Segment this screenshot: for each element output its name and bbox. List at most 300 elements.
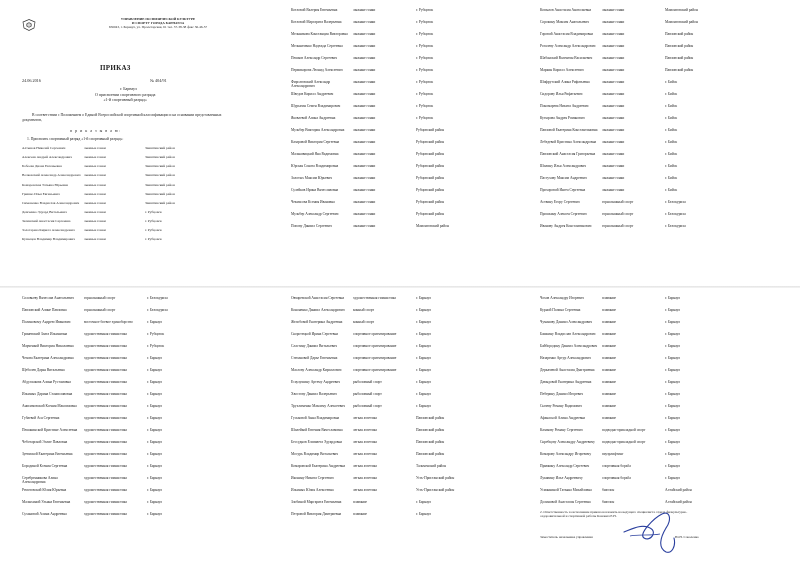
sport-discipline: легкая атлетика: [353, 488, 377, 492]
subject-line-2: «1-й спортивный разряд»: [103, 96, 147, 102]
athlete-row: [22, 201, 222, 210]
athlete-name: Давыдовой Екатерина Андреевна: [540, 380, 592, 384]
athlete-city: г. Барнаул: [416, 380, 432, 384]
athlete-row: [540, 452, 750, 464]
athlete-row: [291, 200, 501, 212]
athlete-city: г. Барнаул: [665, 308, 681, 312]
athlete-name: Волковский Александр Александрович: [22, 173, 81, 178]
athlete-row: [22, 368, 232, 380]
athlete-row: [22, 356, 232, 368]
sport-discipline: художественная гимнастика: [84, 356, 127, 360]
athlete-city: г. Рубцовск: [416, 20, 434, 24]
athlete-name: Анисимовской Ксения Максимовна: [22, 404, 77, 408]
athlete-city: г. Барнаул: [416, 344, 432, 348]
athlete-row: [291, 68, 501, 80]
athlete-city: г. Барнаул: [416, 368, 432, 372]
athlete-name: Маслову Александр Кириллович: [291, 368, 342, 372]
athlete-row: [540, 416, 750, 428]
athlete-city: г. Барнаул: [416, 356, 432, 360]
athlete-city: г. Белокуриха: [147, 296, 168, 300]
athlete-city: г. Рубцовск: [416, 116, 434, 120]
athlete-name: Пономарева Никита Андреевич: [540, 104, 589, 108]
athlete-row: [22, 237, 222, 246]
athlete-name: Сорокину Максим Анатольевич: [540, 20, 589, 24]
athlete-name: Бобоева Диана Евгеньевна: [22, 164, 62, 169]
athlete-row: [22, 416, 232, 428]
order-command: п р и к а з ы в а ю:: [70, 128, 122, 133]
athlete-name: Мальковицкий Яна Вадимовна: [291, 152, 339, 156]
athlete-city: г. Барнаул: [665, 416, 681, 420]
athlete-city: г. Бийск: [665, 176, 678, 180]
athlete-city: г. Рубцовск: [416, 68, 434, 72]
athlete-name: Сулейков Ирина Вячеславовна: [291, 188, 339, 192]
sport-discipline: плавание: [602, 380, 616, 384]
athlete-row: [22, 308, 232, 320]
athlete-city: г. Бийск: [665, 152, 678, 156]
athlete-city: Павловский район: [416, 440, 445, 444]
athlete-name: Шилейкой Евгения Вячеславовна: [291, 428, 343, 432]
sport-discipline: плавание: [602, 392, 616, 396]
athlete-name: Овчаревской Анастасия Сергеевна: [291, 296, 345, 300]
sport-discipline: подводно-прикладной спорт: [602, 440, 646, 444]
sport-discipline: легкая атлетика: [353, 440, 377, 444]
athlete-name: Ильиных Юлия Алексеевна: [291, 488, 334, 492]
athlete-name: Марченкой Виктория Николаевна: [22, 344, 74, 348]
athlete-city: г. Белокуриха: [665, 200, 686, 204]
sport-discipline: лыжные гонки: [602, 128, 625, 132]
sport-discipline: художественная гимнастика: [84, 500, 127, 504]
athlete-city: Павловский район: [416, 452, 445, 456]
athlete-column-3: [540, 8, 750, 236]
athlete-city: г. Барнаул: [147, 476, 163, 480]
sport-discipline: художественная гимнастика: [84, 368, 127, 372]
athlete-city: г. Бийск: [665, 164, 678, 168]
athlete-name: Хвостову Даниил Валерьевич: [291, 392, 337, 396]
athlete-name: Ремотовской Юлия Юрьевна: [22, 488, 67, 492]
athlete-row: [540, 20, 750, 32]
athlete-city: Рубцовский район: [416, 188, 445, 192]
athlete-name: Усманкиной Татьяна Михайловна: [540, 488, 592, 492]
sport-discipline: лыжные гонки: [602, 44, 625, 48]
athlete-name: Мульбер Александр Сергеевич: [291, 212, 339, 216]
athlete-name: Чехова Екатерина Александровна: [22, 356, 74, 360]
athlete-city: г. Белокуриха: [665, 212, 686, 216]
athlete-row: [22, 488, 232, 500]
athlete-row: [540, 404, 750, 416]
athlete-city: г. Барнаул: [416, 320, 432, 324]
athlete-name: Желобовой Екатерина Андреевна: [291, 320, 343, 324]
athlete-row: [291, 464, 501, 476]
athlete-name: Лебедевой Кристина Александровна: [540, 140, 597, 144]
sport-discipline: плавание: [602, 404, 616, 408]
sport-discipline: лыжные гонки: [353, 152, 376, 156]
athlete-name: Петровой Виктория Дмитриевна: [291, 512, 342, 516]
athlete-name: Ильиных Дарина Станиславовна: [22, 392, 73, 396]
athlete-city: Заиштинский район: [145, 200, 175, 205]
athlete-city: Заиштинский район: [145, 155, 175, 160]
athlete-column-5: [291, 296, 501, 524]
athlete-name: Бородиной Ксения Сергеевна: [22, 464, 68, 468]
organization-name: [98, 17, 218, 29]
athlete-city: Алтайский район: [665, 488, 692, 492]
athlete-row: [22, 464, 232, 476]
athlete-city: г. Бийск: [665, 140, 678, 144]
athlete-row: [540, 128, 750, 140]
sport-discipline: легкая атлетика: [353, 464, 377, 468]
athlete-name: Бессуднов Елизавета Эдуардовна: [291, 440, 342, 444]
athlete-row: [291, 344, 501, 356]
sport-discipline: биатлон: [602, 488, 615, 492]
athlete-row: [540, 308, 750, 320]
athlete-city: г. Барнаул: [147, 356, 163, 360]
athlete-name: Мосурь Владимир Витальевич: [291, 452, 339, 456]
athlete-name: Деркачевой Анастасия Дмитриевна: [540, 368, 595, 372]
athlete-city: Заиштинский район: [145, 164, 175, 169]
sport-discipline: лыжные гонки: [353, 68, 376, 72]
sport-discipline: горнолыжный спорт: [602, 224, 634, 228]
sport-discipline: плавание: [602, 308, 616, 312]
sport-discipline: художественная гимнастика: [84, 488, 127, 492]
athlete-row: [291, 416, 501, 428]
athlete-name: Пастухову Максим Андреевич: [540, 176, 587, 180]
athlete-city: Павловский район: [665, 44, 694, 48]
athlete-name: Серебренникова Алина Александровна: [22, 476, 58, 485]
athlete-city: Мамонтовский район: [416, 224, 449, 228]
athlete-name: Шифрутский Алина Рифатьевна: [540, 80, 590, 84]
sport-discipline: художественная гимнастика: [84, 512, 127, 516]
sport-discipline: лыжные гонки: [84, 155, 106, 160]
athlete-row: [22, 380, 232, 392]
sport-discipline: художественная гимнастика: [84, 440, 127, 444]
athlete-city: Алтайский район: [665, 500, 692, 504]
athlete-city: г. Бийск: [665, 188, 678, 192]
athlete-city: г. Рубцовск: [416, 56, 434, 60]
athlete-name: Трухлименко Максиму Алексеевич: [291, 404, 346, 408]
sport-discipline: спортивная борьба: [602, 476, 631, 480]
sport-discipline: художественная гимнастика: [84, 392, 127, 396]
athlete-name: Пешков Александр Сергеевич: [291, 56, 338, 60]
sport-discipline: лыжные гонки: [602, 140, 625, 144]
athlete-name: Афанасьой Алина Андреевна: [540, 416, 586, 420]
athlete-name: Зелинский Анастасия Сергеевна: [22, 219, 71, 224]
athlete-city: г. Барнаул: [665, 344, 681, 348]
athlete-name: Прошкину Алексея Сергеевич: [540, 212, 587, 216]
athlete-city: Павловский район: [665, 32, 694, 36]
athlete-city: Рубцовский район: [416, 176, 445, 180]
athlete-city: Мамонтовский район: [665, 20, 698, 24]
athlete-name: Золотых Максим Юрьевич: [291, 176, 333, 180]
athlete-city: г. Барнаул: [147, 392, 163, 396]
athlete-row: [540, 332, 750, 344]
sport-discipline: горнолыжный спорт: [602, 200, 634, 204]
athlete-row: [540, 116, 750, 128]
sport-discipline: лыжные гонки: [84, 182, 106, 187]
athlete-row: [291, 176, 501, 188]
athlete-row: [291, 308, 501, 320]
athlete-city: г. Рубцовск: [416, 44, 434, 48]
sport-discipline: плавание: [602, 296, 616, 300]
athlete-row: [540, 464, 750, 476]
sport-discipline: лыжные гонки: [84, 237, 106, 242]
order-preamble: В соответствии с Положением о Единой Всероссийской спортивной классификации и на основании представленных документов,: [22, 113, 222, 122]
athlete-city: г. Барнаул: [665, 404, 681, 408]
athlete-city: г. Белокуриха: [147, 308, 168, 312]
athlete-row: [540, 296, 750, 308]
sport-discipline: лыжные гонки: [353, 200, 376, 204]
sport-discipline: лыжные гонки: [602, 20, 625, 24]
athlete-city: Заиштинский район: [145, 146, 175, 150]
athlete-name: Сухановой Алина Андреевна: [22, 512, 67, 516]
athlete-row: [540, 176, 750, 188]
athlete-name: Щеболев Дарья Витальевна: [22, 368, 65, 372]
athlete-city: г. Барнаул: [147, 416, 163, 420]
sport-discipline: спортивное ориентирование: [353, 344, 397, 348]
athlete-name: Аствину Егору Сергеевич: [540, 200, 580, 204]
athlete-row: [291, 152, 501, 164]
athlete-name: Пермикорова Леонид Алексеевич: [291, 68, 343, 72]
athlete-row: [540, 80, 750, 92]
sport-discipline: лыжные гонки: [602, 92, 625, 96]
sport-discipline: лыжные гонки: [353, 164, 376, 168]
athlete-row: [291, 296, 501, 308]
athlete-city: г. Барнаул: [416, 512, 432, 516]
athlete-city: Заиштинский район: [145, 173, 175, 178]
athlete-name: Гриневский Злата Ильинична: [22, 332, 68, 336]
athlete-row: [291, 116, 501, 128]
sport-discipline: лыжные гонки: [353, 20, 376, 24]
sport-discipline: художественная гимнастика: [84, 404, 127, 408]
athlete-row: [540, 56, 750, 68]
athlete-city: Усть-Пристанский район: [416, 476, 455, 480]
sport-discipline: художественная гимнастика: [84, 428, 127, 432]
athlete-city: г. Барнаул: [665, 332, 681, 336]
athlete-column-6: [540, 296, 750, 512]
sport-discipline: спортивное ориентирование: [353, 356, 397, 360]
athlete-city: г. Барнаул: [147, 380, 163, 384]
athlete-city: г. Рубцовск: [416, 92, 434, 96]
athlete-row: [540, 92, 750, 104]
athlete-column-4: [22, 296, 232, 524]
athlete-name: Скоротецкой Ирина Сергеевна: [291, 332, 338, 336]
athlete-name: Соловьеву Вячеслав Анатольевич: [22, 296, 74, 300]
athlete-name: Прохоровой Ингеа Сергеевна: [540, 188, 586, 192]
athlete-name: Фирсатовский Александр Александрович: [291, 80, 331, 89]
athlete-name: Рогалеву Александр Александрович: [540, 44, 596, 48]
athlete-row: [291, 224, 501, 236]
athlete-name: Пешакинской Кристине Алексеевна: [22, 428, 78, 432]
athlete-name: Лукавину Илье Андреевичу: [540, 476, 583, 480]
athlete-row: [291, 404, 501, 416]
athlete-city: г. Бийск: [665, 128, 678, 132]
athlete-city: Усть-Пристанский район: [416, 488, 455, 492]
athlete-city: Павловский район: [665, 68, 694, 72]
sport-discipline: лыжные гонки: [353, 80, 376, 84]
athlete-row: [540, 476, 750, 488]
sport-discipline: лыжные гонки: [84, 209, 106, 214]
athlete-name: Байбородину Даниил Александрович: [540, 344, 598, 348]
sport-discipline: лыжные гонки: [353, 212, 376, 216]
athlete-city: Павловский район: [665, 56, 694, 60]
sport-discipline: лыжные гонки: [84, 219, 106, 224]
order-number: № 404/91: [150, 78, 167, 83]
athlete-name: Маркин Кирилл Алексеевич: [540, 68, 584, 72]
athlete-row: [22, 192, 222, 201]
sport-discipline: лыжные гонки: [84, 146, 106, 150]
athlete-row: [291, 32, 501, 44]
athlete-city: г. Барнаул: [147, 440, 163, 444]
athlete-row: [291, 320, 501, 332]
athlete-city: г. Барнаул: [147, 404, 163, 408]
sport-discipline: легкая атлетика: [353, 428, 377, 432]
org-line-1: УПРАВЛЕНИЕ ПО ФИЗИЧЕСКОЙ КУЛЬТУРЕ: [120, 17, 196, 21]
athlete-row: [540, 44, 750, 56]
athlete-name: Гуськовой Анна Владимировна: [291, 416, 340, 420]
sport-discipline: плавание: [602, 332, 616, 336]
sport-discipline: лыжные гонки: [353, 140, 376, 144]
sport-discipline: рыболовный спорт: [353, 392, 382, 396]
athlete-name: Золотарева Кирилл Александрович: [22, 228, 75, 233]
sport-discipline: плавание: [602, 320, 616, 324]
sport-discipline: художественная гимнастика: [353, 296, 396, 300]
athlete-city: Рубцовский район: [416, 152, 445, 156]
athlete-city: г. Рубцовск: [416, 80, 434, 84]
sport-discipline: художественная гимнастика: [84, 344, 127, 348]
athlete-name: Гришко Илья Евгеньевич: [22, 191, 60, 196]
athlete-city: г. Барнаул: [665, 368, 681, 372]
sport-discipline: плавание: [602, 344, 616, 348]
sport-discipline: конный спорт: [353, 320, 375, 324]
athlete-row: [540, 356, 750, 368]
athlete-city: Рубцовский район: [416, 128, 445, 132]
athlete-row: [291, 452, 501, 464]
sport-discipline: лыжные гонки: [84, 173, 106, 178]
athlete-row: [540, 104, 750, 116]
sport-discipline: лыжные гонки: [353, 56, 376, 60]
sport-discipline: художественная гимнастика: [84, 380, 127, 384]
athlete-name: Котловой Валерия Евгеньевна: [291, 8, 338, 12]
athlete-row: [22, 440, 232, 452]
athlete-name: Сластину Даниил Витальевич: [291, 344, 338, 348]
athlete-name: Казакову Роману Сергеевич: [540, 428, 583, 432]
athlete-name: Курной Полина Сергеевна: [540, 308, 581, 312]
athlete-row: [291, 440, 501, 452]
athlete-row: [22, 392, 232, 404]
athlete-row: [291, 512, 501, 524]
athlete-city: г. Барнаул: [416, 392, 432, 396]
sport-discipline: лыжные гонки: [353, 128, 376, 132]
handwritten-signature: [620, 498, 680, 558]
athlete-name: Юрская Соната Владимировна: [291, 164, 339, 168]
order-date: 24.06.2016: [22, 78, 41, 83]
sport-discipline: лыжные гонки: [602, 80, 625, 84]
athlete-row: [22, 404, 232, 416]
athlete-name: Шурыгин Семен Владимирович: [291, 104, 341, 108]
athlete-city: г. Рубцовск: [145, 228, 162, 233]
athlete-row: [540, 68, 750, 80]
athlete-name: Демченко Эдуард Витальевич: [22, 209, 67, 214]
athlete-name: Мульбер Виктория Александровна: [291, 128, 345, 132]
athlete-row: [22, 476, 232, 488]
athlete-row: [540, 8, 750, 20]
athlete-name: Злобиной Маргарита Евгеньевна: [291, 500, 342, 504]
athlete-row: [291, 380, 501, 392]
athlete-city: г. Барнаул: [665, 464, 681, 468]
athlete-row: [291, 332, 501, 344]
athlete-name: Казаровой Виктория Сергеевна: [291, 140, 340, 144]
athlete-row: [291, 164, 501, 176]
athlete-name: Шилину Илья Александрович: [540, 164, 587, 168]
athlete-row: [540, 164, 750, 176]
athlete-city: Рубцовский район: [416, 140, 445, 144]
athlete-row: [540, 344, 750, 356]
athlete-row: [291, 44, 501, 56]
athlete-row: [22, 146, 222, 155]
athlete-row: [291, 356, 501, 368]
athlete-name: Степановой Дарье Евгеньевна: [291, 356, 338, 360]
athlete-row: [291, 80, 501, 92]
athlete-row: [540, 140, 750, 152]
athlete-city: г. Рубцовск: [416, 32, 434, 36]
athlete-row: [22, 210, 222, 219]
athlete-city: г. Барнаул: [416, 404, 432, 408]
athlete-city: г. Барнаул: [416, 308, 432, 312]
athlete-name: Чуманову Даниил Александрович: [540, 320, 593, 324]
athlete-name: Шабанский Валентин Васильевич: [540, 56, 593, 60]
sport-discipline: восточное боевое единоборство: [84, 320, 133, 324]
athlete-name: Яковлевой Алина Андреевна: [291, 116, 336, 120]
athlete-name: Симоненко Владислав Александрович: [22, 200, 80, 205]
athlete-name: Чекмасова Ксения Ивановна: [291, 200, 335, 204]
athlete-name: Иванову Андрея Константинович: [540, 224, 592, 228]
athlete-city: Рубцовский район: [416, 212, 445, 216]
athlete-city: г. Барнаул: [147, 500, 163, 504]
athlete-name: Мельниченко Надежда Сергеевна: [291, 44, 343, 48]
athlete-city: Рубцовский район: [416, 200, 445, 204]
athlete-city: г. Барнаул: [665, 380, 681, 384]
athlete-name: Кононенко Даниил Александрович: [291, 308, 345, 312]
athlete-row: [540, 428, 750, 440]
athlete-city: г. Бийск: [665, 104, 678, 108]
sport-discipline: лыжные гонки: [353, 176, 376, 180]
sport-discipline: лыжные гонки: [84, 200, 106, 205]
athlete-name: Горовой Анастасия Владимировна: [540, 32, 593, 36]
athlete-name: Комарову Александру Игоревичу: [540, 452, 592, 456]
sport-discipline: рыболовный спорт: [353, 380, 382, 384]
athlete-city: г. Бийск: [665, 92, 678, 96]
athlete-row: [540, 440, 750, 452]
sport-discipline: горнолыжный спорт: [84, 308, 116, 312]
athlete-city: Тальменский район: [416, 464, 447, 468]
athlete-row: [291, 488, 501, 500]
athlete-city: г. Барнаул: [665, 356, 681, 360]
sport-discipline: лыжные гонки: [353, 8, 376, 12]
athlete-row: [540, 320, 750, 332]
sport-discipline: спортивное ориентирование: [353, 368, 397, 372]
athlete-row: [22, 320, 232, 332]
athlete-name: Мельникова Констанция Викторовна: [291, 32, 348, 36]
athlete-city: г. Барнаул: [665, 440, 681, 444]
sport-discipline: плавание: [353, 500, 367, 504]
athlete-row: [291, 212, 501, 224]
sport-discipline: художественная гимнастика: [84, 476, 127, 480]
order-item-2: 2. Ответственность за исполнение приказа возложить на ведущего специалиста отдела физкультурно-оздоровительной и спортивной работы Канович Е.Н.: [540, 510, 688, 519]
order-item-1: 1. Присвоить спортивный разряд «1-й спортивный разряд»:: [27, 137, 124, 141]
athlete-name: Назаренко Артур Александрович: [540, 356, 591, 360]
athlete-row: [22, 428, 232, 440]
athlete-name: Башкину Владислав Александрович: [540, 332, 596, 336]
athlete-name: Пеберину Даниил Игоревич: [540, 392, 584, 396]
athlete-name: Иконину Никита Сергеевич: [291, 476, 334, 480]
